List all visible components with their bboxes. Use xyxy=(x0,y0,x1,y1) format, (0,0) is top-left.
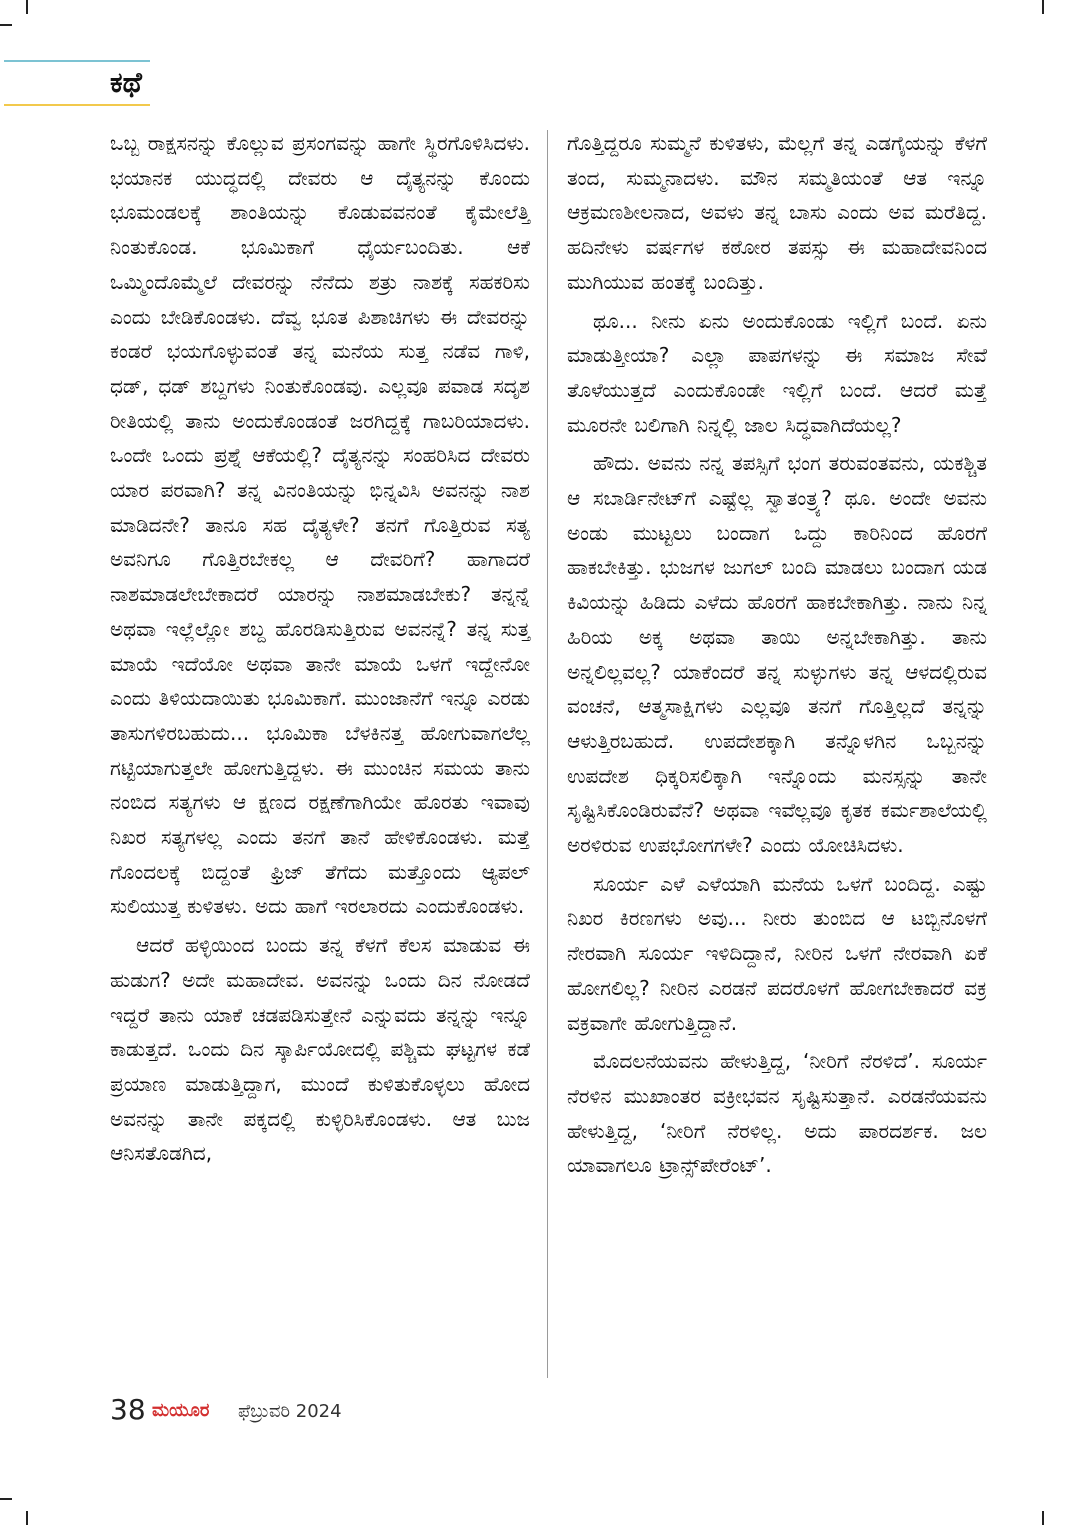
paragraph: ಗೊತ್ತಿದ್ದರೂ ಸುಮ್ಮನೆ ಕುಳಿತಳು, ಮೆಲ್ಲಗೆ ತನ್ನ ಎಡಗೈಯನ್ನು ಕೆಳಗೆ ತಂದ, ಸುಮ್ಮನಾದಳು. ಮೌನ ಸಮ್ಮತಿಯಂತೆ ಆತ ಇನ್ನೂ ಆಕ್ರಮಣಶೀಲನಾದ, ಅವಳು ತನ್ನ ಬಾಸು ಎಂದು ಅವ ಮರೆತಿದ್ದ. ಹದಿನೇಳು ವರ್ಷಗಳ ಕಠೋರ ತಪಸ್ಸು ಈ ಮಹಾದೇವನಿಂದ ಮುಗಿಯುವ ಹಂತಕ್ಕೆ ಬಂದಿತ್ತು. xyxy=(567,131,987,294)
section-title: ಕಥೆ xyxy=(110,66,142,99)
paragraph: ಸೂರ್ಯ ಎಳೆ ಎಳೆಯಾಗಿ ಮನೆಯ ಒಳಗೆ ಬಂದಿದ್ದ. ಎಷ್ಟು ನಿಖರ ಕಿರಣಗಳು ಅವು... ನೀರು ತುಂಬಿದ ಆ ಟಬ್ಬಿನೊಳಗೆ ನೇರವಾಗಿ ಸೂರ್ಯ ಇಳಿದಿದ್ದಾನೆ, ನೀರಿನ ಒಳಗೆ ನೇರವಾಗಿ ಏಕೆ ಹೋಗಲಿಲ್ಲ? ನೀರಿನ ಎರಡನೆ ಪದರೊಳಗೆ ಹೋಗಬೇಕಾದರೆ ವಕ್ರ ವಕ್ರವಾಗೇ ಹೋಗುತ್ತಿದ್ದಾನೆ. xyxy=(567,871,987,1035)
crop-mark xyxy=(26,0,28,14)
paragraph: ಆದರೆ ಹಳ್ಳಿಯಿಂದ ಬಂದು ತನ್ನ ಕೆಳಗೆ ಕೆಲಸ ಮಾಡುವ ಈ ಹುಡುಗ? ಅದೇ ಮಹಾದೇವ. ಅವನನ್ನು ಒಂದು ದಿನ ನೋಡದೆ ಇದ್ದರೆ ತಾನು ಯಾಕೆ ಚಡಪಡಿಸುತ್ತೇನೆ ಎನ್ನುವದು ತನ್ನನ್ನು ಇನ್ನೂ ಕಾಡುತ್ತದೆ. ಒಂದು ದಿನ ಸ್ಕಾರ್ಪಿಯೋದಲ್ಲಿ ಪಶ್ಚಿಮ ಘಟ್ಟಗಳ ಕಡೆ ಪ್ರಯಾಣ ಮಾಡುತ್ತಿದ್ದಾಗ, ಮುಂದೆ ಕುಳಿತುಕೊಳ್ಳಲು ಹೋದ ಅವನನ್ನು ತಾನೇ ಪಕ್ಕದಲ್ಲಿ ಕುಳ್ಳಿರಿಸಿಕೊಂಡಳು. ಆತ ಬುಜ ಆನಿಸತೊಡಗಿದ, xyxy=(110,933,530,1166)
crop-mark xyxy=(0,1498,12,1500)
issue-date: ಫೆಬ್ರುವರಿ 2024 xyxy=(238,1401,342,1422)
paragraph: ಹೌದು. ಅವನು ನನ್ನ ತಪಸ್ಸಿಗೆ ಭಂಗ ತರುವಂತವನು, ಯಕಶ್ಚಿತ ಆ ಸಬಾರ್ಡಿನೇಟ್‌ಗೆ ಎಷ್ಟೆಲ್ಲ ಸ್ವಾತಂತ್ರ್ಯ? ಥೂ. ಅಂದೇ ಅವನು ಅಂಡು ಮುಟ್ಟಲು ಬಂದಾಗ ಒದ್ದು ಕಾರಿನಿಂದ ಹೊರಗೆ ಹಾಕಬೇಕಿತ್ತು. ಭುಜಗಳ ಜುಗಲ್ ಬಂದಿ ಮಾಡಲು ಬಂದಾಗ ಯಡ ಕಿವಿಯನ್ನು ಹಿಡಿದು ಎಳೆದು ಹೊರಗೆ ಹಾಕಬೇಕಾಗಿತ್ತು. ನಾನು ನಿನ್ನ ಹಿರಿಯ ಅಕ್ಕ ಅಥವಾ ತಾಯಿ ಅನ್ನಬೇಕಾಗಿತ್ತು. ತಾನು ಅನ್ನಲಿಲ್ಲವಲ್ಲ? ಯಾಕೆಂದರೆ ತನ್ನ ಸುಳ್ಳುಗಳು ತನ್ನ ಆಳದಲ್ಲಿರುವ ವಂಚನೆ, ಆತ್ಮಸಾಕ್ಷಿಗಳು ಎಲ್ಲವೂ ತನಗೆ ಗೊತ್ತಿಲ್ಲದೆ ತನ್ನನ್ನು ಆಳುತ್ತಿರಬಹುದೆ. ಉಪದೇಶಕ್ಕಾಗಿ ತನ್ನೊಳಗಿನ ಒಬ್ಬನನ್ನು ಉಪದೇಶ ಧಿಕ್ಕರಿಸಲಿಕ್ಕಾಗಿ ಇನ್ನೊಂದು ಮನಸ್ಸನ್ನು ತಾನೇ ಸೃಷ್ಟಿಸಿಕೊಂಡಿರುವೆನೆ? ಅಥವಾ ಇವೆಲ್ಲವೂ ಕೃತಕ ಕರ್ಮಶಾಲೆಯಲ್ಲಿ ಅರಳಿರುವ ಉಪಭೋಗಗಳೇ? ಎಂದು ಯೋಚಿಸಿದಳು. xyxy=(567,451,987,858)
crop-mark xyxy=(1042,1511,1044,1525)
crop-mark xyxy=(0,24,12,26)
paragraph: ಥೂ... ನೀನು ಏನು ಅಂದುಕೊಂಡು ಇಲ್ಲಿಗೆ ಬಂದೆ. ಏನು ಮಾಡುತ್ತೀಯಾ? ಎಲ್ಲಾ ಪಾಪಗಳನ್ನು ಈ ಸಮಾಜ ಸೇವೆ ತೊಳೆಯುತ್ತದೆ ಎಂದುಕೊಂಡೇ ಇಲ್ಲಿಗೆ ಬಂದೆ. ಆದರೆ ಮತ್ತೆ ಮೂರನೇ ಬಲಿಗಾಗಿ ನಿನ್ನಲ್ಲಿ ಜಾಲ ಸಿದ್ಧವಾಗಿದೆಯಲ್ಲ? xyxy=(567,308,987,437)
crop-mark xyxy=(1042,0,1044,14)
header-rule-bottom xyxy=(4,104,150,106)
article-column-right xyxy=(567,126,987,1183)
paragraph: ಮೊದಲನೆಯವನು ಹೇಳುತ್ತಿದ್ದ, ‘ನೀರಿಗೆ ನೆರಳಿದೆ’. ಸೂರ್ಯ ನೆರಳಿನ ಮುಖಾಂತರ ವಕ್ರೀಭವನ ಸೃಷ್ಟಿಸುತ್ತಾನೆ. ಎರಡನೆಯವನು ಹೇಳುತ್ತಿದ್ದ, ‘ನೀರಿಗೆ ನೆರಳಿಲ್ಲ. ಅದು ಪಾರದರ್ಶಕ. ಜಲ ಯಾವಾಗಲೂ ಟ್ರಾನ್ಸ್‌ಪೇರೆಂಟ್’. xyxy=(567,1049,987,1178)
crop-mark xyxy=(26,1511,28,1525)
paragraph: ಒಬ್ಬ ರಾಕ್ಷಸನನ್ನು ಕೊಲ್ಲುವ ಪ್ರಸಂಗವನ್ನು ಹಾಗೇ ಸ್ಥಿರಗೊಳಿಸಿದಳು. ಭಯಾನಕ ಯುದ್ಧದಲ್ಲಿ ದೇವರು ಆ ದೈತ್ಯನನ್ನು ಕೊಂದು ಭೂಮಂಡಲಕ್ಕೆ ಶಾಂತಿಯನ್ನು ಕೊಡುವವನಂತೆ ಕೈಮೇಲೆತ್ತಿ ನಿಂತುಕೊಂಡ. ಭೂಮಿಕಾಗೆ ಧೈರ್ಯಬಂದಿತು. ಆಕೆ ಒಮ್ಮಿಂದೊಮ್ಮೆಲೆ ದೇವರನ್ನು ನೆನೆದು ಶತ್ರು ನಾಶಕ್ಕೆ ಸಹಕರಿಸು ಎಂದು ಬೇಡಿಕೊಂಡಳು. ದೆವ್ವ ಭೂತ ಪಿಶಾಚಿಗಳು ಈ ದೇವರನ್ನು ಕಂಡರೆ ಭಯಗೊಳ್ಳುವಂತೆ ತನ್ನ ಮನೆಯ ಸುತ್ತ ನಡೆವ ಗಾಳಿ, ಧಡ್, ಧಡ್ ಶಬ್ದಗಳು ನಿಂತುಕೊಂಡವು. ಎಲ್ಲವೂ ಪವಾಡ ಸದೃಶ ರೀತಿಯಲ್ಲಿ ತಾನು ಅಂದುಕೊಂಡಂತೆ ಜರಗಿದ್ದಕ್ಕೆ ಗಾಬರಿಯಾದಳು. ಒಂದೇ ಒಂದು ಪ್ರಶ್ನೆ ಆಕೆಯಲ್ಲಿ? ದೈತ್ಯನನ್ನು ಸಂಹರಿಸಿದ ದೇವರು ಯಾರ ಪರವಾಗಿ? ತನ್ನ ವಿನಂತಿಯನ್ನು ಭಿನ್ನವಿಸಿ ಅವನನ್ನು ನಾಶ ಮಾಡಿದನೇ? ತಾನೂ ಸಹ ದೈತ್ಯಳೇ? ತನಗೆ ಗೊತ್ತಿರುವ ಸತ್ಯ ಅವನಿಗೂ ಗೊತ್ತಿರಬೇಕಲ್ಲ ಆ ದೇವರಿಗೆ? ಹಾಗಾದರೆ ನಾಶಮಾಡಲೇಬೇಕಾದರೆ ಯಾರನ್ನು ನಾಶಮಾಡಬೇಕು? ತನ್ನನ್ನೆ ಅಥವಾ ಇಲ್ಲೆಲ್ಲೋ ಶಬ್ದ ಹೊರಡಿಸುತ್ತಿರುವ ಅವನನ್ನೆ? ತನ್ನ ಸುತ್ತ ಮಾಯೆ ಇದೆಯೋ ಅಥವಾ ತಾನೇ ಮಾಯೆ ಒಳಗೆ ಇದ್ದೇನೋ ಎಂದು ತಿಳಿಯದಾಯಿತು ಭೂಮಿಕಾಗೆ. ಮುಂಜಾನೆಗೆ ಇನ್ನೂ ಎರಡು ತಾಸುಗಳಿರಬಹುದು... ಭೂಮಿಕಾ ಬೆಳಕಿನತ್ತ ಹೋಗುವಾಗಲೆಲ್ಲ ಗಟ್ಟಿಯಾಗುತ್ತಲೇ ಹೋಗುತ್ತಿದ್ದಳು. ಈ ಮುಂಚಿನ ಸಮಯ ತಾನು ನಂಬಿದ ಸತ್ಯಗಳು ಆ ಕ್ಷಣದ ರಕ್ಷಣೆಗಾಗಿಯೇ ಹೊರತು ಇವಾವು ನಿಖರ ಸತ್ಯಗಳಲ್ಲ ಎಂದು ತನಗೆ ತಾನೆ ಹೇಳಿಕೊಂಡಳು. ಮತ್ತೆ ಗೊಂದಲಕ್ಕೆ ಬಿದ್ದಂತೆ ಫ್ರಿಜ್ ತೆಗೆದು ಮತ್ತೊಂದು ಆ್ಯಪಲ್ ಸುಲಿಯುತ್ತ ಕುಳಿತಳು. ಅದು ಹಾಗೆ ಇರಲಾರದು ಎಂದುಕೊಂಡಳು. xyxy=(110,131,530,919)
article-column-left xyxy=(110,126,530,1171)
magazine-logo: ಮಯೂರ xyxy=(152,1400,210,1421)
column-divider xyxy=(547,130,548,1378)
page-number: 38 xyxy=(110,1393,146,1426)
header-rule-top xyxy=(4,60,150,62)
